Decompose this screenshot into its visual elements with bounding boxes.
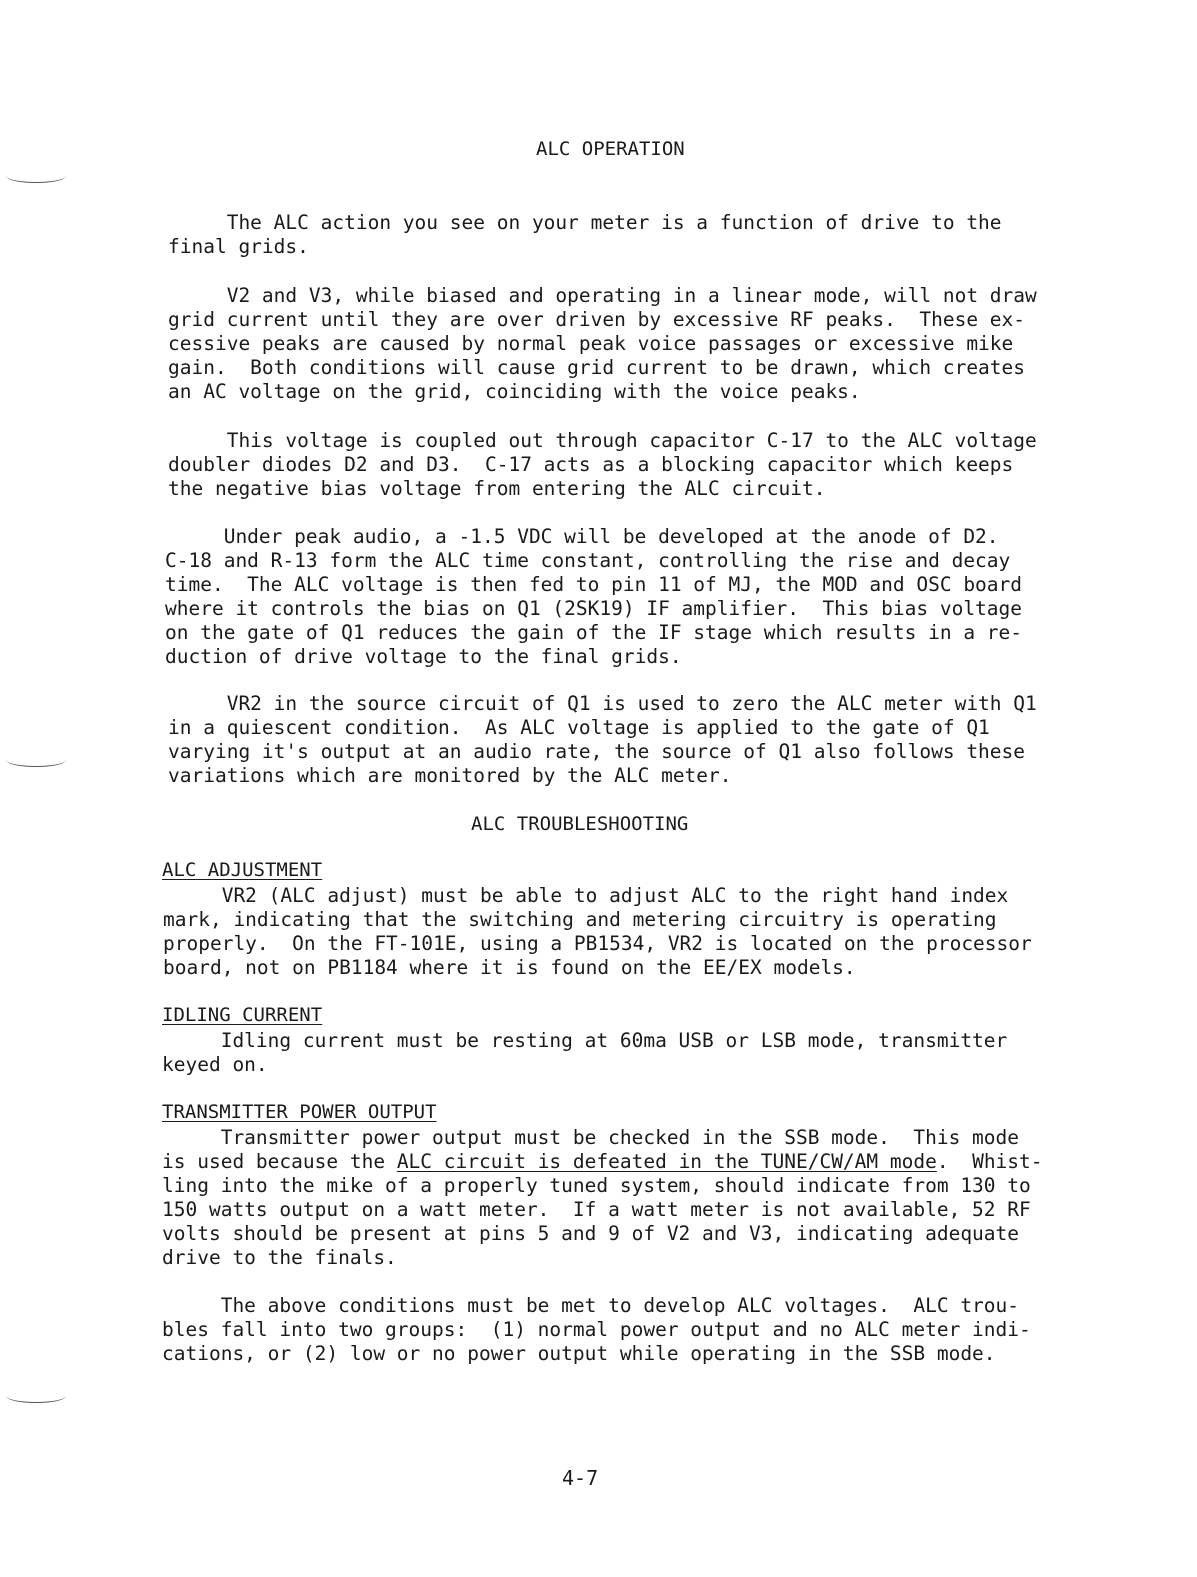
text-line: VR2 in the source circuit of Q1 is used to zero the ALC meter with Q1	[168, 692, 1037, 715]
text-line: where it controls the bias on Q1 (2SK19) IF amplifier. This bias voltage	[165, 597, 1023, 620]
text-line: properly. On the FT-101E, using a PB1534, VR2 is located on the processor	[163, 932, 1032, 955]
section-heading-idling-current: IDLING CURRENT	[162, 1004, 323, 1026]
text-line: ling into the mike of a properly tuned system, should indicate from 130 to	[162, 1174, 1031, 1197]
troubleshooting-title: ALC TROUBLESHOOTING	[471, 813, 689, 835]
text-line: cations, or (2) low or no power output while operating in the SSB mode.	[162, 1342, 996, 1365]
text-line: in a quiescent condition. As ALC voltage is applied to the gate of Q1	[168, 716, 990, 739]
text-line: varying it's output at an audio rate, the source of Q1 also follows these	[168, 740, 1026, 763]
text-line: Under peak audio, a -1.5 VDC will be developed at the anode of D2.	[165, 525, 999, 548]
text-line: variations which are monitored by the ALC meter.	[168, 764, 732, 787]
page-number: 4-7	[562, 1466, 599, 1490]
text-line: 150 watts output on a watt meter. If a watt meter is not available, 52 RF	[162, 1198, 1031, 1221]
page-title: ALC OPERATION	[536, 138, 685, 160]
margin-hole-mark	[6, 752, 66, 767]
text-line: time. The ALC voltage is then fed to pin 11 of MJ, the MOD and OSC board	[165, 573, 1023, 596]
text-line: C-18 and R-13 form the ALC time constant, controlling the rise and decay	[165, 549, 1011, 572]
text-line: an AC voltage on the grid, coinciding with the voice peaks.	[168, 380, 861, 403]
underlined-emphasis: ALC circuit is defeated in the TUNE/CW/AM mode	[396, 1150, 937, 1173]
text-line: gain. Both conditions will cause grid current to be drawn, which creates	[168, 356, 1026, 379]
text-line: Idling current must be resting at 60ma USB or LSB mode, transmitter	[162, 1029, 1008, 1052]
text-line: This voltage is coupled out through capacitor C-17 to the ALC voltage	[168, 429, 1037, 452]
text-line: mark, indicating that the switching and metering circuitry is operating	[163, 908, 997, 931]
text-line: VR2 (ALC adjust) must be able to adjust ALC to the right hand index	[163, 884, 1009, 907]
margin-hole-mark	[6, 168, 66, 183]
margin-hole-mark	[6, 1388, 66, 1403]
text-line: doubler diodes D2 and D3. C-17 acts as a blocking capacitor which keeps	[168, 453, 1014, 476]
text-line: the negative bias voltage from entering the ALC circuit.	[168, 477, 826, 500]
text-line: drive to the finals.	[162, 1246, 397, 1269]
text-line: final grids.	[168, 235, 309, 258]
text-line: board, not on PB1184 where it is found on the EE/EX models.	[163, 956, 856, 979]
text-line: Transmitter power output must be checked in the SSB mode. This mode	[162, 1126, 1020, 1149]
text-line: V2 and V3, while biased and operating in a linear mode, will not draw	[168, 284, 1037, 307]
section-heading-transmitter-power: TRANSMITTER POWER OUTPUT	[162, 1101, 437, 1123]
text-line: The ALC action you see on your meter is a function of drive to the	[168, 211, 1002, 234]
text-line: grid current until they are over driven by excessive RF peaks. These ex-	[168, 308, 1026, 331]
text-line: duction of drive voltage to the final grids.	[165, 645, 682, 668]
text-fragment: is used because the	[162, 1150, 397, 1173]
text-line: volts should be present at pins 5 and 9 of V2 and V3, indicating adequate	[162, 1222, 1020, 1245]
section-heading-alc-adjustment: ALC ADJUSTMENT	[162, 859, 323, 881]
text-line: cessive peaks are caused by normal peak voice passages or excessive mike	[168, 332, 1014, 355]
text-line	[162, 1150, 1043, 1174]
text-line: bles fall into two groups: (1) normal power output and no ALC meter indi-	[162, 1318, 1031, 1341]
text-line: The above conditions must be met to develop ALC voltages. ALC trou-	[162, 1294, 1020, 1317]
text-line: keyed on.	[162, 1053, 268, 1076]
text-fragment: . Whist-	[936, 1150, 1043, 1173]
text-line: on the gate of Q1 reduces the gain of the IF stage which results in a re-	[165, 621, 1023, 644]
